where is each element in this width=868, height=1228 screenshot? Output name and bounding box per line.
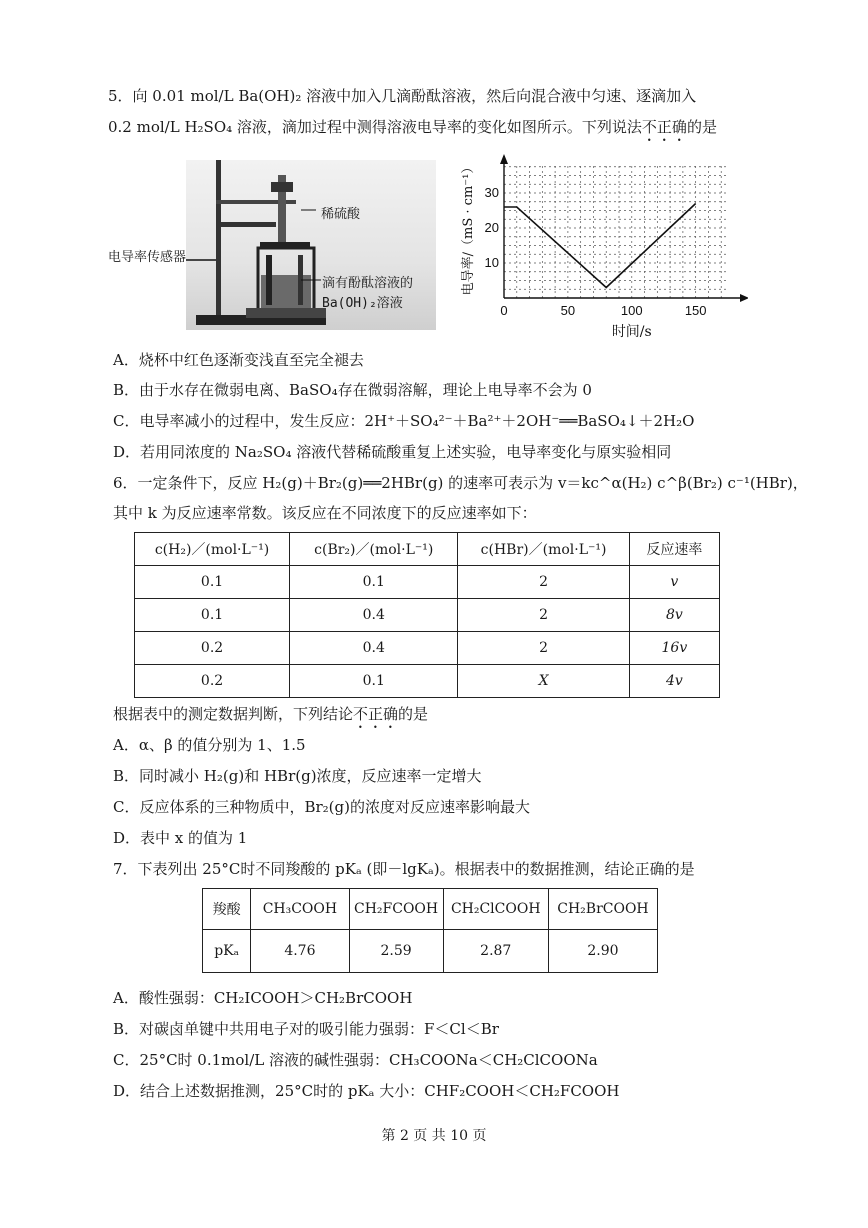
table-cell: 2.59 <box>349 930 443 973</box>
q6-stem-line1: 6．一定条件下，反应 H₂(g)＋Br₂(g)══2HBr(g) 的速率可表示为 v＝kc^α(H₂) c^β(Br₂) c⁻¹(HBr)， <box>113 474 808 492</box>
table-cell: X <box>458 665 629 698</box>
sensor-label: 电导率传感器 <box>108 250 187 265</box>
y-tick-label: 30 <box>484 185 499 200</box>
header-cell: 反应速率 <box>629 533 719 566</box>
header-cell: CH₂FCOOH <box>349 889 443 930</box>
table-cell: 0.1 <box>290 665 458 698</box>
acid-label: 稀硫酸 <box>321 207 361 222</box>
table-row <box>203 930 658 973</box>
q5-stem-line2 <box>108 117 717 145</box>
table-cell: 0.1 <box>135 599 290 632</box>
q7-option-b: B．对碳卤单键中共用电子对的吸引能力强弱：F＜Cl＜Br <box>113 1020 499 1038</box>
header-cell: 羧酸 <box>203 889 251 930</box>
q6-option-a: A．α、β 的值分别为 1、1.5 <box>113 736 306 754</box>
table-cell: 4.76 <box>251 930 349 973</box>
q5-stem-line2-b: 的是 <box>686 118 717 136</box>
table-cell: 2 <box>458 632 629 665</box>
q7-option-d: D．结合上述数据推测，25°C时的 pKₐ 大小：CHF₂COOH＜CH₂FCOOH <box>113 1082 620 1100</box>
pka-table <box>202 888 658 973</box>
q5-option-d: D．若用同浓度的 Na₂SO₄ 溶液代替稀硫酸重复上述实验，电导率变化与原实验相同 <box>113 443 672 461</box>
table-cell: 16v <box>629 632 719 665</box>
x-axis-label: 时间/s <box>611 324 652 340</box>
q6-prompt <box>113 704 428 732</box>
table-cell: 0.2 <box>135 632 290 665</box>
rate-table <box>134 532 720 698</box>
header-cell: CH₂ClCOOH <box>443 889 548 930</box>
table-row <box>135 566 720 599</box>
q6-option-b: B．同时减小 H₂(g)和 HBr(g)浓度，反应速率一定增大 <box>113 767 482 785</box>
y-axis-arrow <box>500 154 508 164</box>
table-cell: 2.87 <box>443 930 548 973</box>
table-cell: 2 <box>458 566 629 599</box>
table-cell: 2 <box>458 599 629 632</box>
q5-stem-line1: 5．向 0.01 mol/L Ba(OH)₂ 溶液中加入几滴酚酞溶液，然后向混合液中匀速、逐滴加入 <box>108 87 697 105</box>
y-axis-label: 电导率/（mS · cm⁻¹） <box>461 160 476 296</box>
x-tick-label: 150 <box>684 303 707 318</box>
apparatus-photo <box>186 160 436 330</box>
q6-stem-line2: 其中 k 为反应速率常数。该反应在不同浓度下的反应速率如下： <box>113 504 537 522</box>
table-cell: 0.4 <box>290 599 458 632</box>
x-tick-label: 100 <box>620 303 643 318</box>
table-cell: 4v <box>629 665 719 698</box>
table-row <box>135 665 720 698</box>
table-cell: 0.4 <box>290 632 458 665</box>
q7-option-a: A．酸性强弱：CH₂ICOOH＞CH₂BrCOOH <box>113 989 413 1007</box>
q5-option-a: A．烧杯中红色逐渐变浅直至完全褪去 <box>113 351 364 369</box>
q5-stem-line2-a: 0.2 mol/L H₂SO₄ 溶液，滴加过程中测得溶液电导率的变化如图所示。下列说法 <box>108 118 642 136</box>
table-row <box>135 632 720 665</box>
pka-table-header <box>203 889 658 930</box>
q6-option-c: C．反应体系的三种物质中，Br₂(g)的浓度对反应速率影响最大 <box>113 798 530 816</box>
x-tick-label: 0 <box>500 303 508 318</box>
table-cell: 0.1 <box>135 566 290 599</box>
table-cell: pKₐ <box>203 930 251 973</box>
y-tick-label: 20 <box>484 220 499 235</box>
x-axis-arrow <box>740 294 748 302</box>
table-cell: 0.2 <box>135 665 290 698</box>
q7-option-c: C．25°C时 0.1mol/L 溶液的碱性强弱：CH₃COONa＜CH₂ClCOONa <box>113 1051 598 1069</box>
header-cell: CH₂BrCOOH <box>548 889 657 930</box>
y-tick-label: 10 <box>484 255 499 270</box>
conductivity-chart <box>458 150 748 340</box>
rate-table-header <box>135 533 720 566</box>
q6-prompt-b: 的是 <box>398 705 429 723</box>
q7-stem: 7．下表列出 25°C时不同羧酸的 pKₐ (即－lgKₐ)。根据表中的数据推测，结论正确的是 <box>113 860 695 878</box>
table-cell: 2.90 <box>548 930 657 973</box>
solution-label-2: Ba(OH)₂溶液 <box>322 296 403 311</box>
x-tick-label: 50 <box>560 303 576 318</box>
q5-emphasis: 不正确 <box>641 118 687 136</box>
table-row <box>135 599 720 632</box>
header-cell: c(H₂)／(mol·L⁻¹) <box>135 533 290 566</box>
table-cell: 8v <box>629 599 719 632</box>
q5-option-b: B．由于水存在微弱电离、BaSO₄存在微弱溶解，理论上电导率不会为 0 <box>113 381 592 399</box>
header-cell: CH₃COOH <box>251 889 349 930</box>
table-cell: v <box>629 566 719 599</box>
q6-emphasis: 不正确 <box>353 705 399 723</box>
q5-option-c: C．电导率减小的过程中，发生反应：2H⁺＋SO₄²⁻＋Ba²⁺＋2OH⁻══BaSO₄↓＋2H₂O <box>113 412 695 430</box>
table-cell: 0.1 <box>290 566 458 599</box>
solution-label-1: 滴有酚酞溶液的 <box>322 276 414 291</box>
q6-prompt-a: 根据表中的测定数据判断，下列结论 <box>113 705 354 723</box>
page-footer: 第 2 页 共 10 页 <box>381 1128 487 1144</box>
q6-option-d: D．表中 x 的值为 1 <box>113 829 248 847</box>
header-cell: c(Br₂)／(mol·L⁻¹) <box>290 533 458 566</box>
header-cell: c(HBr)／(mol·L⁻¹) <box>458 533 629 566</box>
